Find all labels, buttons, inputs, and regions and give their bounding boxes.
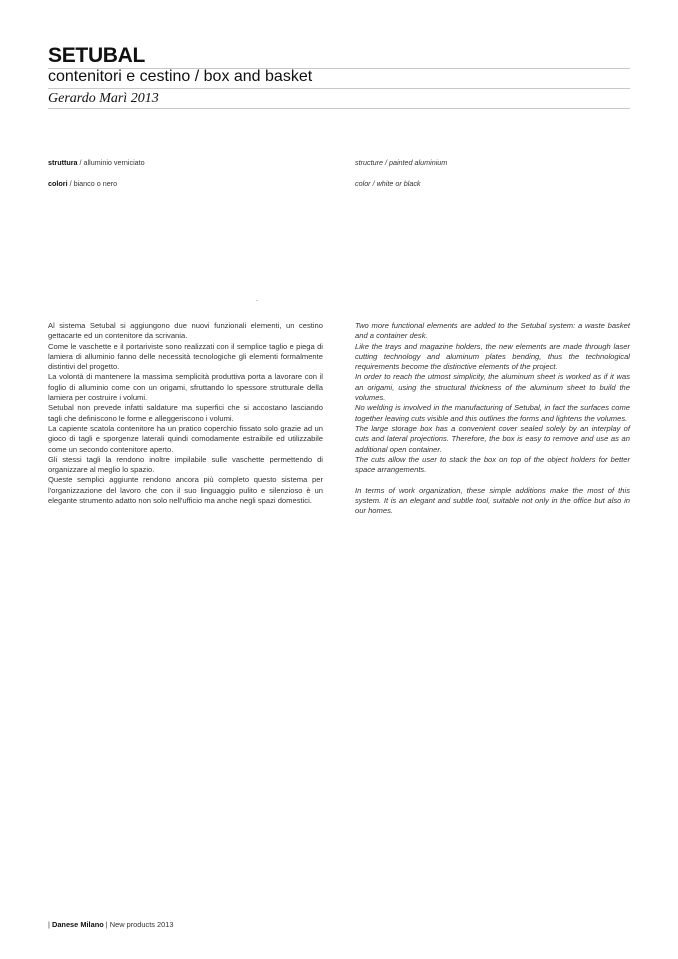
footer-brand: Danese Milano [51,920,104,929]
page-footer [48,920,173,929]
paragraph: Two more functional elements are added to the Setubal system: a waste basket and a container desk. [355,321,630,341]
spec-structure-en: structure / painted aluminium [355,158,448,167]
paragraph: Gli stessi tagli la rendono inoltre impilabile sulle vaschette permettendo di organizzare al meglio lo spazio. [48,454,323,475]
page-subtitle: contenitori e cestino / box and basket [48,68,313,85]
designer-credit: Gerardo Marì 2013 [48,91,159,106]
paragraph: Queste semplici aggiunte rendono ancora più completo questo sistema per l'organizzazione del lavoro che con il suo linguaggio pulito e silenzioso è un elegante strumento adatto non solo nell'ufficio ma anche negli spazi domestici. [48,475,323,506]
paragraph: Come le vaschette e il portariviste sono realizzati con il semplice taglio e piega di lamiera di alluminio fanno delle necessità tecnologiche gli elementi formalmente distintivi del progetto. [48,341,323,372]
footer-separator: | [103,920,110,929]
paragraph: Al sistema Setubal si aggiungono due nuovi funzionali elementi, un cestino gettacarte ed un contenitore da scrivania. [48,321,323,341]
footer-label: New products 2013 [109,920,174,929]
spec-value: / bianco o nero [67,179,118,188]
spec-color-en: color / white or black [355,179,421,188]
spec-structure-it [48,158,145,167]
spec-label: struttura [48,158,78,167]
paragraph: La capiente scatola contenitore ha un pratico coperchio fissato solo grazie ad un gioco di tagli e sporgenze laterali quindi comodamente estraibile ed utilizzabile come un secondo contenitore aperto. [48,423,323,454]
spec-value: / alluminio verniciato [77,158,145,167]
stray-mark: . [256,296,258,303]
spec-label: colori [48,179,68,188]
designer-rule [48,108,630,109]
paragraph: The cuts allow the user to stack the box on top of the object holders for better space arrangements. [355,454,630,475]
body-text-english [355,321,630,517]
subtitle-rule [48,88,630,89]
paragraph: The large storage box has a convenient cover sealed solely by an interplay of cuts and lateral projections. Therefore, the box is easy to remove and use as an additional open container. [355,423,630,454]
page-title: SETUBAL [48,44,146,67]
footer-separator: | [48,920,52,929]
body-text-italian [48,321,323,506]
paragraph: La volontà di mantenere la massima semplicità produttiva porta a lavorare con il foglio di alluminio come con un origami, sfruttando lo spessore strutturale della lamiera per costruire i volumi. [48,372,323,403]
paragraph: Like the trays and magazine holders, the new elements are made through laser cutting technology and aluminum plates bending, thus the technological requirements become the distinctive elements of the project. [355,341,630,372]
spec-color-it [48,179,117,188]
paragraph: In order to reach the utmost simplicity, the aluminum sheet is worked as if it was an origami, using the structural thickness of the aluminum sheet to build the volumes. [355,372,630,403]
paragraph: No welding is involved in the manufacturing of Setubal, in fact the surfaces come together leaving cuts visible and this outlines the forms and lightens the volumes. [355,403,630,423]
paragraph: Setubal non prevede infatti saldature ma superfici che si accostano lasciando tagli che definiscono le forme e alleggeriscono i volumi. [48,403,323,423]
paragraph: In terms of work organization, these simple additions make the most of this system. It is an elegant and subtle tool, suitable not only in the office but also in our homes. [355,485,630,516]
